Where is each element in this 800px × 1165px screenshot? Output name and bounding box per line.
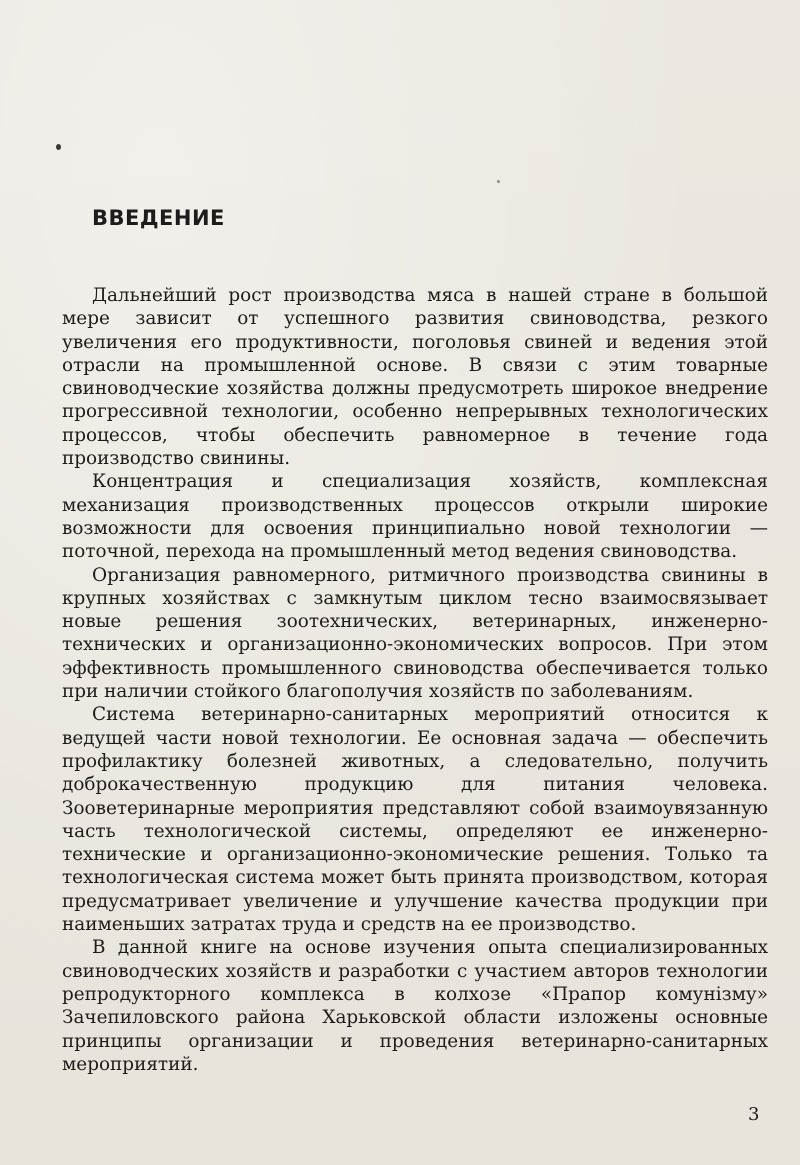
paragraph: Дальнейший рост производства мяса в нашей стране в большой мере зависит от успешного развития свиноводства, резкого увеличения его продуктивности, поголовья свиней и ведения этой отрасли на промышленной основе. В связи с этим товарные свиноводческие хозяйства должны предусмотреть широкое внедрение прогрессивной технологии, особенно непрерывных технологических процессов, чтобы обеспечить равномерное в течение года производство свинины.	[62, 285, 768, 470]
chapter-body	[62, 284, 768, 1076]
print-speck	[56, 144, 61, 150]
print-speck	[497, 180, 500, 183]
paragraph: Организация равномерного, ритмичного производства свинины в крупных хозяйствах с замкнутым циклом тесно взаимосвязывает новые решения зоотехнических, ветеринарных, инженерно-технических и организационно-экономических вопросов. При этом эффективность промышленного свиноводства обеспечивается только при наличии стойкого благополучия хозяйств по заболеваниям.	[62, 564, 768, 703]
paragraph: Система ветеринарно-санитарных мероприятий относится к ведущей части новой технологии. Ее основная задача — обеспечить профилактику болезней животных, а следовательно, получить доброкачественную продукцию для питания человека. Зооветеринарные мероприятия представляют собой взаимоувязанную часть технологической системы, определяют ее инженерно-технические и организационно-экономические решения. Только та технологическая система может быть принята производством, которая предусматривает увеличение и улучшение качества продукции при наименьших затратах труда и средств на ее производство.	[62, 704, 768, 936]
page-number: 3	[748, 1104, 760, 1125]
chapter-heading: ВВЕДЕНИЕ	[92, 206, 225, 230]
paragraph: В данной книге на основе изучения опыта специализированных свиноводческих хозяйств и разработки с участием авторов технологии репродукторного комплекса в колхозе «Прапор комунізму» Зачепиловского района Харьковской области изложены основные принципы организации и проведения ветеринарно-санитарных мероприятий.	[62, 937, 768, 1075]
paragraph: Концентрация и специализация хозяйств, комплексная механизация производственных процессов открыли широкие возможности для освоения принципиально новой технологии — поточной, перехода на промышленный метод ведения свиноводства.	[62, 471, 768, 563]
